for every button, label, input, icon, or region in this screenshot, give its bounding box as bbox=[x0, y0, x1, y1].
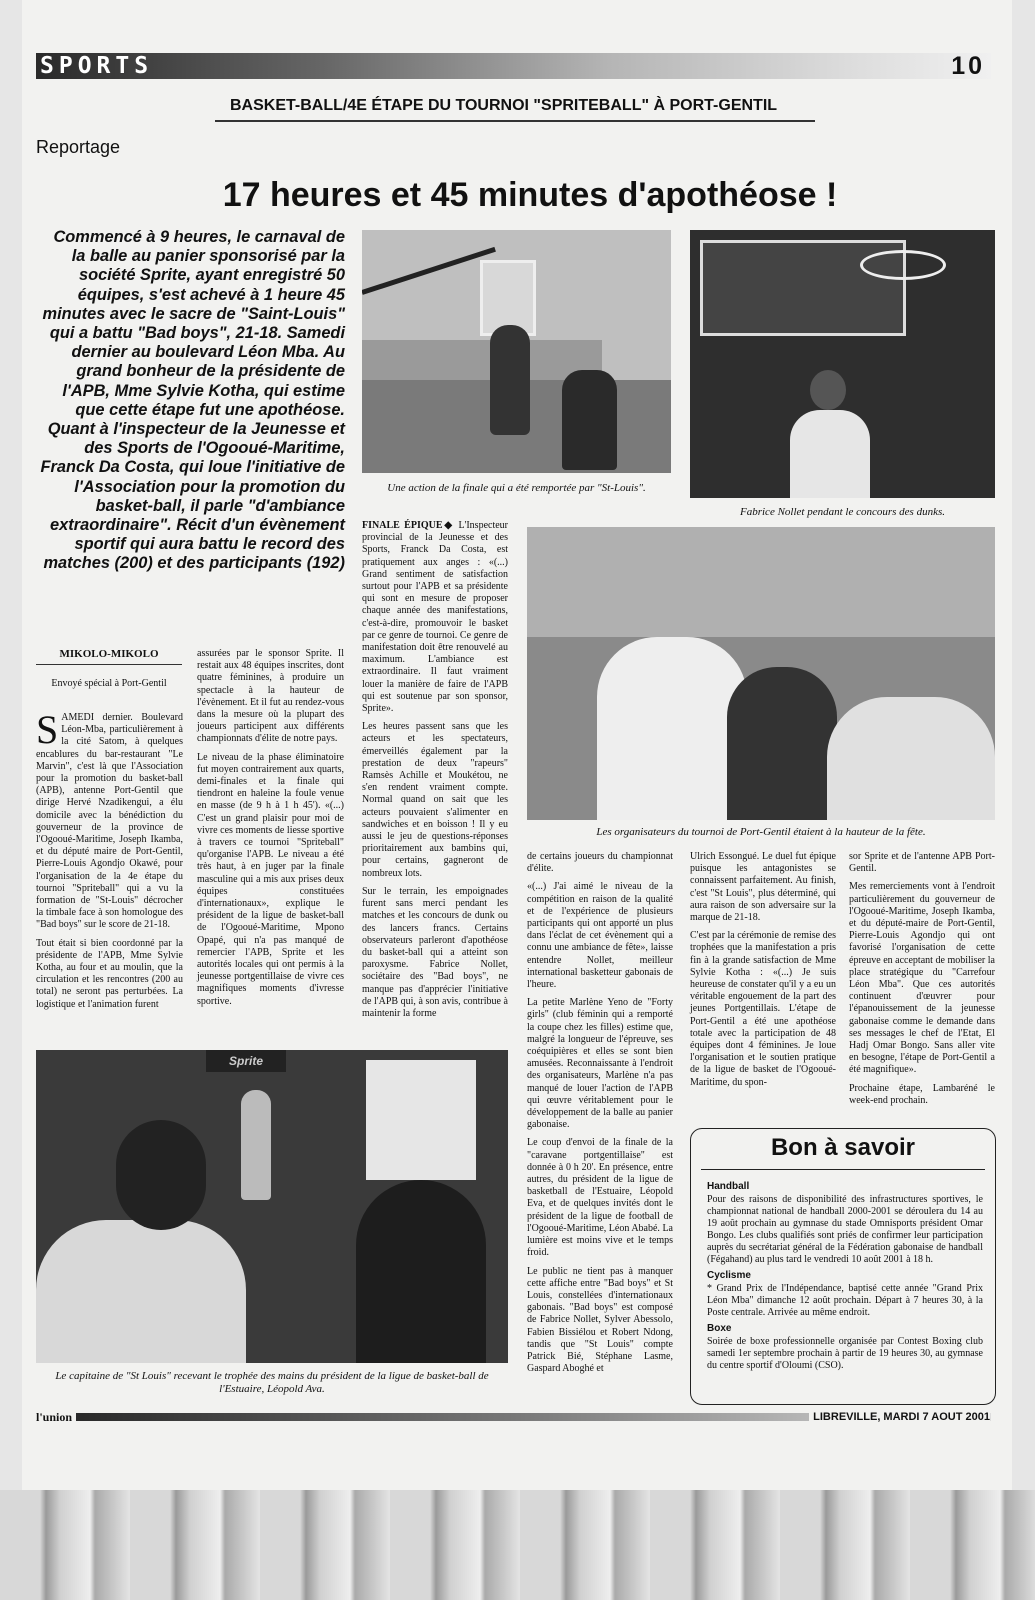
info-heading-handball: Handball bbox=[707, 1181, 750, 1192]
info-text-cycling: * Grand Prix de l'Indépendance, baptisé cette année "Grand Prix Léon Mba" dimanche 12 août prochain. Départ à 7 heures 30, à la Poste centrale. Arrivée au même endroit. bbox=[707, 1283, 983, 1318]
info-text-handball: Pour des raisons de disponibilité des infrastructures sportives, le championnat national de handball 2000-2001 se déroulera du 14 au 19 août prochain au gymnase du stade Omnisports président Omar Bongo. Les clubs qualifiés sont priés de confirmer leur participation auprès du secrétariat général de la Fédération gabonaise de handball (Fégahand) au plus tard le vendredi 10 août 2001 à 18 h. bbox=[707, 1194, 983, 1265]
article-column-6 bbox=[849, 851, 995, 1113]
photo-dunk-contest-caption: Fabrice Nollet pendant le concours des dunks. bbox=[740, 506, 945, 518]
photo-dunk-contest bbox=[690, 230, 995, 498]
page-number: 10 bbox=[951, 52, 985, 80]
dateline: LIBREVILLE, MARDI 7 AOUT 2001 bbox=[809, 1410, 990, 1424]
info-box bbox=[690, 1128, 996, 1405]
photo-final-action-caption: Une action de la finale qui a été remportée par "St-Louis". bbox=[387, 482, 646, 494]
newspaper-name: l'union bbox=[36, 1410, 76, 1424]
byline: MIKOLO-MIKOLO bbox=[36, 648, 182, 665]
photo-organisers-caption: Les organisateurs du tournoi de Port-Gentil étaient à la hauteur de la fête. bbox=[596, 826, 926, 838]
headline: 17 heures et 45 minutes d'apothéose ! bbox=[222, 176, 838, 214]
article-column-4 bbox=[527, 851, 673, 1381]
paragraph: assurées par le sponsor Sprite. Il restait aux 48 équipes inscrites, dont quatre féminines, à produire un spectacle à la hauteur de l'évènement. Et il fut au rendez-vous dans la mesure où la plupart des joueurs participent aux différents championnats d'élite de notre pays. bbox=[197, 648, 344, 745]
article-column-5 bbox=[690, 851, 836, 1095]
article-column-1 bbox=[36, 707, 183, 1017]
paragraph: «(...) J'ai aimé le niveau de la compétition en raison de la qualité et de l'expérience de plusieurs participants qui ont apporté un plus dans l'éclat de cet évènement qui a connu une ambiance de fête», laisse entendre Nollet, meilleur international basketteur gabonais de l'heure. bbox=[527, 881, 673, 991]
info-box-rule bbox=[701, 1169, 985, 1170]
photo-final-action bbox=[362, 230, 671, 473]
photo-trophy bbox=[36, 1050, 508, 1363]
sprite-banner: Sprite bbox=[206, 1050, 286, 1072]
info-heading-cycling: Cyclisme bbox=[707, 1270, 751, 1281]
info-text-boxing: Soirée de boxe professionnelle organisée par Contest Boxing club samedi 1er septembre prochain à partir de 19 heures 30, au gymnase du centre sportif d'Oloumi (CSO). bbox=[707, 1336, 983, 1371]
paragraph: AMEDI dernier. Boulevard Léon-Mba, particulièrement à la cité Satom, à quelques encablures du bar-restaurant "Le Marvin", c'est là que l'Association pour la promotion du basket-ball (APB), antenne Port-Gentil que dirige Hervé Nzadikengui, a élu domicile avec la bénédiction du gouverneur de la province de l'Ogooué-Maritime, Joseph Ikamba, et du député maire de Port-Gentil, Pierre-Louis Agondjo Okawé, pour l'organisation de la 4e étape du tournoi "Spriteball" qui a vu la formation de "St-Louis" décrocher la timbale face à son homologue des "Bad boys" sur le score de 21-18. bbox=[36, 712, 183, 931]
kicker-rule bbox=[215, 120, 815, 122]
paragraph: C'est par la cérémonie de remise des trophées que la manifestation a pris fin à la grande satisfaction de Mme Sylvie Kotha : «(...) Je suis heureuse de constater qu'il y a eu un véritable engouement de la part des jeunes Portgentillais. L'étape de Port-Gentil a été une apothéose totale avec la participation de 48 équipes dont 4 féminines. Je loue l'organisation et le soutien pratique de la ligue de basket de l'Ogooué-Maritime, du spon- bbox=[690, 930, 836, 1088]
info-box-title: Bon à savoir bbox=[770, 1134, 916, 1161]
paragraph: de certains joueurs du championnat d'élite. bbox=[527, 851, 673, 875]
paragraph: Prochaine étape, Lambaréné le week-end prochain. bbox=[849, 1082, 995, 1106]
drop-cap: S bbox=[36, 707, 59, 752]
paragraph: La petite Marlène Yeno de "Forty girls" (club féminin qui a remporté la coupe chez les filles) estime que, malgré la longueur de l'épreuve, ses coéquipières et elles se sont bien amusées. Reconnaissante à l'endroit des organisateurs, Marlène n'a pas manqué de louer l'action de l'APB qui œuvre véritablement pour le développement de la balle au panier gabonaise. bbox=[527, 997, 673, 1131]
paragraph: Ulrich Essongué. Le duel fut épique puisque les antagonistes se connaissent parfaitement. Au finish, c'est "St Louis", plus déterminé, qui aura raison de son adversaire sur la marque de 21-18. bbox=[690, 851, 836, 924]
paragraph: L'Inspecteur provincial de la Jeunesse et des Sports, Franck Da Costa, est pratiquement aux anges : «(...) Grand sentiment de satisfaction surtout pour l'APB et sa présidente qui sont en mesure de proposer chaque année des manifestations, c'est-à-dire, promouvoir le basket par ce genre de tournoi. Ce genre de manifestation doit être renouvelé au maximum. L'ambiance est extraordinaire. Il faut vraiment louer la manière de faire de l'APB qui est soutenue par son sponsor, Sprite». bbox=[362, 520, 508, 715]
envoy-line: Envoyé spécial à Port-Gentil bbox=[51, 678, 167, 689]
section-band bbox=[36, 53, 991, 79]
section-label: SPORTS bbox=[40, 53, 154, 79]
paragraph: Le public ne tient pas à manquer cette affiche entre "Bad boys" et St Louis, constellées d'internationaux gabonais. "Bad boys" est composé de Fabrice Nollet, Sylver Abessolo, Fabien Bissiélou et Robert Ndong, tandis que "St Louis" compte Patrick Bié, Stéphane Lasme, Gaspard Aboghé et bbox=[527, 1265, 673, 1375]
subhead: FINALE ÉPIQUE◆ bbox=[362, 520, 455, 531]
paragraph: Le coup d'envoi de la finale de la "caravane portgentillaise" est donnée à 0 h 20'. En présence, entre autres, du président de la ligue de basketball de l'Estuaire, Léopold Eva, et de quelques invités dont le président de la ligue de football de l'Ogooué-Maritime, Léon Ababé. La lumière est moins vive et le temps froid. bbox=[527, 1137, 673, 1259]
paragraph: Sur le terrain, les empoignades furent sans merci pendant les matches et les concours de dunk ou des lancers francs. Certains observateurs parleront d'apothéose du basket-ball qui a atteint son paroxysme. Fabrice Nollet, sociétaire des "Bad boys", ne manque pas d'apprécier l'initiative de l'APB qui, à son avis, contribue à maintenir la forme bbox=[362, 885, 508, 1019]
rubric: Reportage bbox=[36, 137, 121, 157]
paragraph: Tout était si bien coordonné par la présidente de l'APB, Mme Sylvie Kotha, au four et au moulin, que la circulation et les rencontres (200 au total) ne seront pas perturbées. La logistique et l'animation furent bbox=[36, 937, 183, 1010]
article-column-3 bbox=[362, 520, 508, 1026]
article-column-2 bbox=[197, 648, 344, 1014]
paragraph: sor Sprite et de l'antenne APB Port-Gentil. bbox=[849, 851, 995, 875]
scan-background bbox=[0, 1490, 1035, 1600]
paragraph: Le niveau de la phase éliminatoire fut moyen contrairement aux quarts, demi-finales et la finale qui tiendront en haleine la foule venue en masse (de 9 h à 1 h 45'). «(...) C'est un grand plaisir pour moi de vivre ces moments de liesse sportive à travers ce tournoi "Spriteball" qu'organise l'APB. Le niveau a été très haut, à en juger par la finale masculine qui a mis aux prises deux équipes constituées d'internationaux», explique le président de la ligue de basket-ball de l'Ogooué-Maritime, Mpono Opapé, qui n'a pas manqué de remercier l'APB, Sprite et les autorités locales qui ont permis à la jeunesse portgentillaise de vivre ces magnifiques moments d'ivresse sportive. bbox=[197, 751, 344, 1007]
paragraph: Les heures passent sans que les acteurs et les spectateurs, émerveillés également par la prestation de deux "rapeurs" Ramsès Achille et Moukétou, ne s'en rendent vraiment compte. Normal quand on sait que les acteurs pouvaient s'alimenter en sandwiches et en boisson ! Il y eu aussi le jeu de questions-réponses prioritairement aux bambins qui, pour certains, gagneront de nombreux lots. bbox=[362, 721, 508, 879]
paragraph: Mes remerciements vont à l'endroit particulièrement du gouverneur de l'Ogooué-Maritime, Joseph Ikamba, et du député-maire de Port-Gentil, Pierre-Louis Agondjo qui ont favorisé l'organisation de cette épreuve en acceptant de mobiliser la place stratégique du "Carrefour Léon Mba". Que ces autorités continuent d'œuvrer pour l'épanouissement de la jeunesse gabonaise comme le demande dans ses messages le chef de l'Etat, El Hadj Omar Bongo. Sans aller vite en besogne, l'étape de Port-Gentil a été magnifique». bbox=[849, 881, 995, 1076]
kicker: BASKET-BALL/4E ÉTAPE DU TOURNOI "SPRITEBALL" À PORT-GENTIL bbox=[230, 97, 778, 114]
info-heading-boxing: Boxe bbox=[707, 1323, 732, 1334]
photo-organisers bbox=[527, 527, 995, 820]
standfirst: Commencé à 9 heures, le carnaval de la balle au panier sponsorisé par la société Sprite, ayant enregistré 50 équipes, s'est achevé à 1 heure 45 minutes avec le sacre de "Saint-Louis" qui a battu "Bad boys", 21-18. Samedi dernier au boulevard Léon Mba. Au grand bonheur de la présidente de l'APB, Mme Sylvie Kotha, qui estime que cette étape fut une apothéose. Quant à l'inspecteur de la Jeunesse et des Sports de l'Ogooué-Maritime, Franck Da Costa, qui loue l'initiative de l'Association pour la promotion du basket-ball, il parle "d'ambiance extraordinaire". Récit d'un évènement sportif qui aura battu le record des matches (200) et des participants (192) bbox=[40, 228, 345, 573]
photo-trophy-caption: Le capitaine de "St Louis" recevant le trophée des mains du président de la ligue de basket-ball de l'Estuaire, Léopold Ava. bbox=[55, 1370, 489, 1395]
